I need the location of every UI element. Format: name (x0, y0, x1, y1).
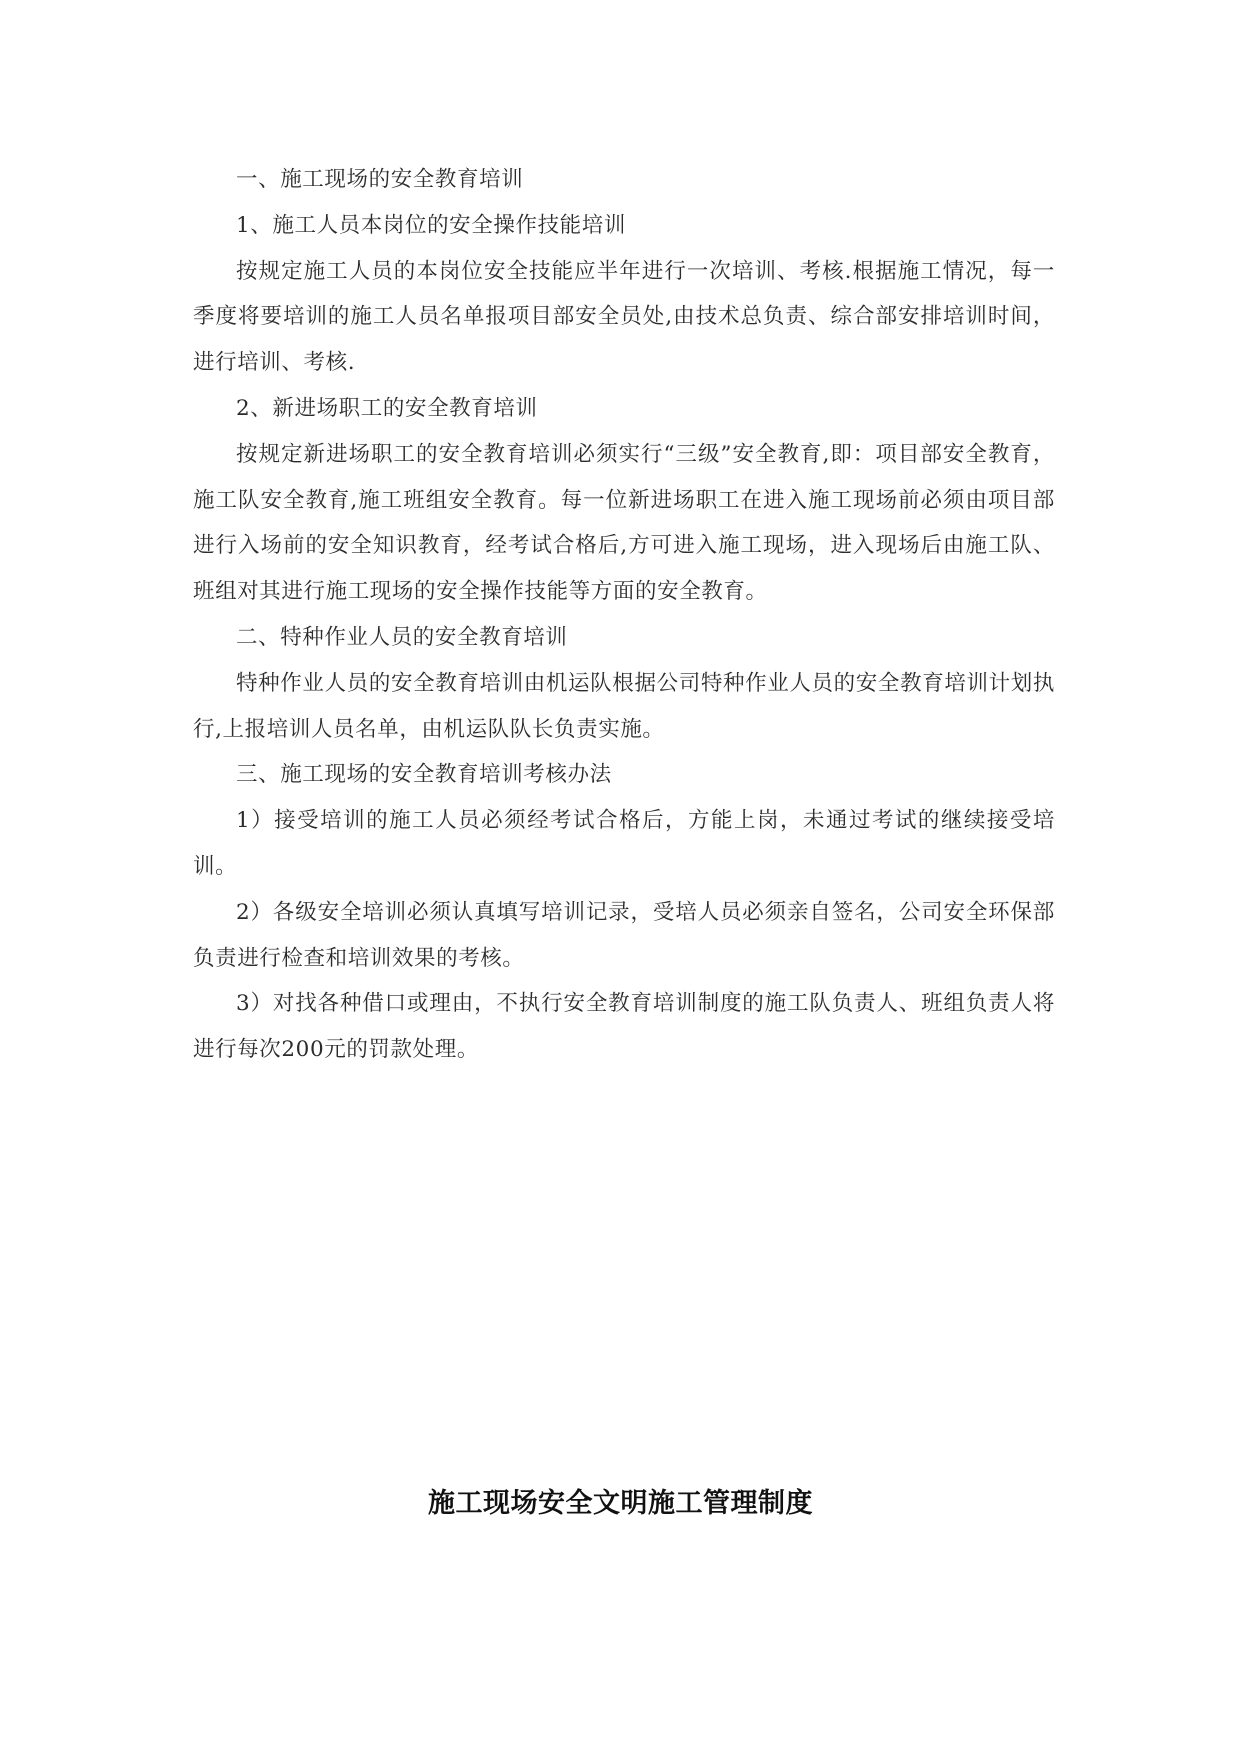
paragraph-skills-training: 按规定施工人员的本岗位安全技能应半年进行一次培训、考核.根据施工情况，每一季度将要培训的施工人员名单报项目部安全员处,由技术总负责、综合部安排培训时间，进行培训、考核. (193, 258, 1055, 376)
section-heading-2: 二、特种作业人员的安全教育培训 (236, 624, 568, 650)
paragraph-special-operators: 特种作业人员的安全教育培训由机运队根据公司特种作业人员的安全教育培训计划执行,上报培训人员名单，由机运队队长负责实施。 (193, 670, 1055, 742)
next-document-title: 施工现场安全文明施工管理制度 (428, 1488, 813, 1519)
paragraph-new-worker-training: 按规定新进场职工的安全教育培训必须实行“三级”安全教育,即：项目部安全教育，施工队安全教育,施工班组安全教育。每一位新进场职工在进入施工现场前必须由项目部进行入场前的安全知识教育，经考试合格后,方可进入施工现场，进入现场后由施工队、班组对其进行施工现场的安全操作技能等方面的安全教育。 (193, 441, 1055, 605)
list-item-assessment-3: 3）对找各种借口或理由，不执行安全教育培训制度的施工队负责人、班组负责人将进行每次200元的罚款处理。 (193, 991, 1055, 1063)
list-item-assessment-2: 2）各级安全培训必须认真填写培训记录，受培人员必须亲自签名，公司安全环保部负责进行检查和培训效果的考核。 (193, 899, 1055, 971)
subsection-heading-1-2: 2、新进场职工的安全教育培训 (236, 395, 538, 421)
list-item-assessment-1: 1）接受培训的施工人员必须经考试合格后，方能上岗，未通过考试的继续接受培训。 (193, 808, 1055, 879)
section-heading-1: 一、施工现场的安全教育培训 (236, 167, 524, 192)
section-heading-3: 三、施工现场的安全教育培训考核办法 (236, 762, 612, 788)
subsection-heading-1-1: 1、施工人员本岗位的安全操作技能培训 (236, 212, 626, 238)
document-body (193, 157, 1055, 1073)
